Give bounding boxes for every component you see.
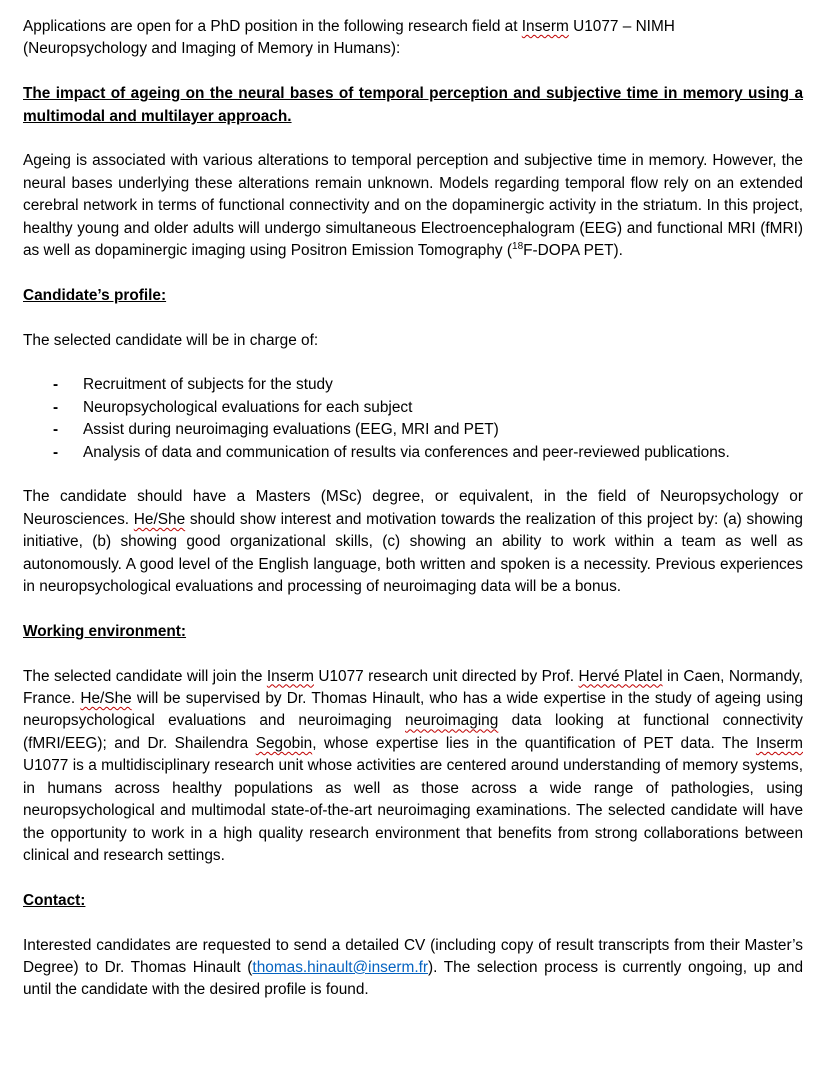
intro-unit: U1077 – NIMH xyxy=(568,18,675,35)
spellcheck-word-he-she: He/She xyxy=(80,690,132,708)
list-item xyxy=(23,397,803,419)
environment-text: data looking at functional connectivity (fMRI/EEG); and Dr. Shailendra xyxy=(23,712,803,752)
list-item-text: Recruitment of subjects for the study xyxy=(83,376,333,394)
project-title: The impact of ageing on the neural bases of temporal perception and subjective time in memory using a multimodal and multilayer approach. xyxy=(23,85,803,125)
email-link[interactable]: thomas.hinault@inserm.fr xyxy=(252,958,429,976)
summary-text: Ageing is associated with various alterations to temporal perception and subjective time in memory. However, the neural bases underlying these alterations remain unknown. Models regarding temporal flow rely on an extended cerebral network in terms of functional connectivity and on the dopaminergic activity in the striatum. In this project, healthy young and older adults will undergo simultaneous Electroencephalogram (EEG) and functional MRI (fMRI) as well as dopaminergic imaging using Positron Emission Tomography ( xyxy=(23,152,803,260)
list-item xyxy=(23,442,803,464)
list-item-text: Analysis of data and communication of results via conferences and peer-reviewed publications. xyxy=(83,443,730,461)
contact-heading: Contact: xyxy=(23,891,86,909)
profile-lead: The selected candidate will be in charge of: xyxy=(23,331,319,349)
spellcheck-word-inserm: Inserm xyxy=(755,734,803,752)
spellcheck-word-inserm: Inserm xyxy=(266,667,314,685)
list-item-text: Neuropsychological evaluations for each subject xyxy=(83,398,413,416)
spellcheck-word-neuroimaging: neuroimaging xyxy=(405,712,499,730)
requirements-text-cont: should show interest and motivation towards the realization of this project by: (a) showing initiative, (b) showing good organizational skills, (c) showing an ability to work within a team as well as autonomously. A good level of the English language, both written and spoken is a necessity. Previous experiences in neuropsychological evaluations and processing of neuroimaging data will be a bonus. xyxy=(23,510,803,596)
environment-text: in Caen, Normandy, France. xyxy=(23,667,803,708)
dash-bullet: - xyxy=(53,443,59,461)
spellcheck-word-he-she: He/She xyxy=(133,510,186,528)
isotope-superscript: 18 xyxy=(512,241,524,253)
environment-text: The selected candidate will join the xyxy=(23,667,267,685)
requirements-text: The candidate should have a Masters (MSc) degree, or equivalent, in the field of Neuropsychology or Neurosciences. xyxy=(23,488,803,528)
contact-text-end: ). The selection process is currently ongoing, up and until the candidate with the desired profile is found. xyxy=(23,958,803,999)
dash-bullet: - xyxy=(53,398,59,416)
environment-heading: Working environment: xyxy=(23,622,187,640)
responsibilities-list xyxy=(23,374,803,464)
contact-paragraph xyxy=(23,935,803,1002)
intro-unit-name: (Neuropsychology and Imaging of Memory in Humans): xyxy=(23,40,401,58)
list-item xyxy=(23,419,803,441)
requirements-paragraph xyxy=(23,486,803,598)
environment-text: will be supervised by Dr. Thomas Hinault, who has a wide expertise in the study of ageing using neuropsychological evaluations and neuroimaging xyxy=(23,690,803,730)
environment-text: U1077 research unit directed by Prof. xyxy=(313,667,579,685)
spellcheck-word-segobin: Segobin xyxy=(255,734,313,752)
spellcheck-word-inserm: Inserm xyxy=(521,18,569,35)
environment-text: , whose expertise lies in the quantification of PET data. The xyxy=(312,734,756,752)
document-page xyxy=(23,16,803,1002)
list-item-text: Assist during neuroimaging evaluations (EEG, MRI and PET) xyxy=(83,421,499,439)
contact-text: Interested candidates are requested to send a detailed CV (including copy of result transcripts from their Master’s Degree) to Dr. Thomas Hinault ( xyxy=(23,936,803,976)
dash-bullet: - xyxy=(53,376,59,394)
summary-paragraph xyxy=(23,150,803,262)
intro-text: Applications are open for a PhD position in the following research field at xyxy=(23,18,522,35)
environment-paragraph xyxy=(23,666,803,868)
environment-text: U1077 is a multidisciplinary research unit whose activities are centered around understanding of memory systems, in humans across healthy populations as well as those across a wide range of pathologies, using neuropsychological and multimodal state-of-the-art neuroimaging examinations. The selected candidate will have the opportunity to work in a high quality research environment that benefits from strong collaborations between clinical and research settings. xyxy=(23,757,803,864)
dash-bullet: - xyxy=(53,421,59,439)
spellcheck-word-herve-platel: Hervé Platel xyxy=(578,667,663,685)
intro-paragraph xyxy=(23,16,803,61)
list-item xyxy=(23,374,803,396)
profile-heading: Candidate’s profile: xyxy=(23,286,167,304)
summary-end: F-DOPA PET). xyxy=(523,242,623,260)
